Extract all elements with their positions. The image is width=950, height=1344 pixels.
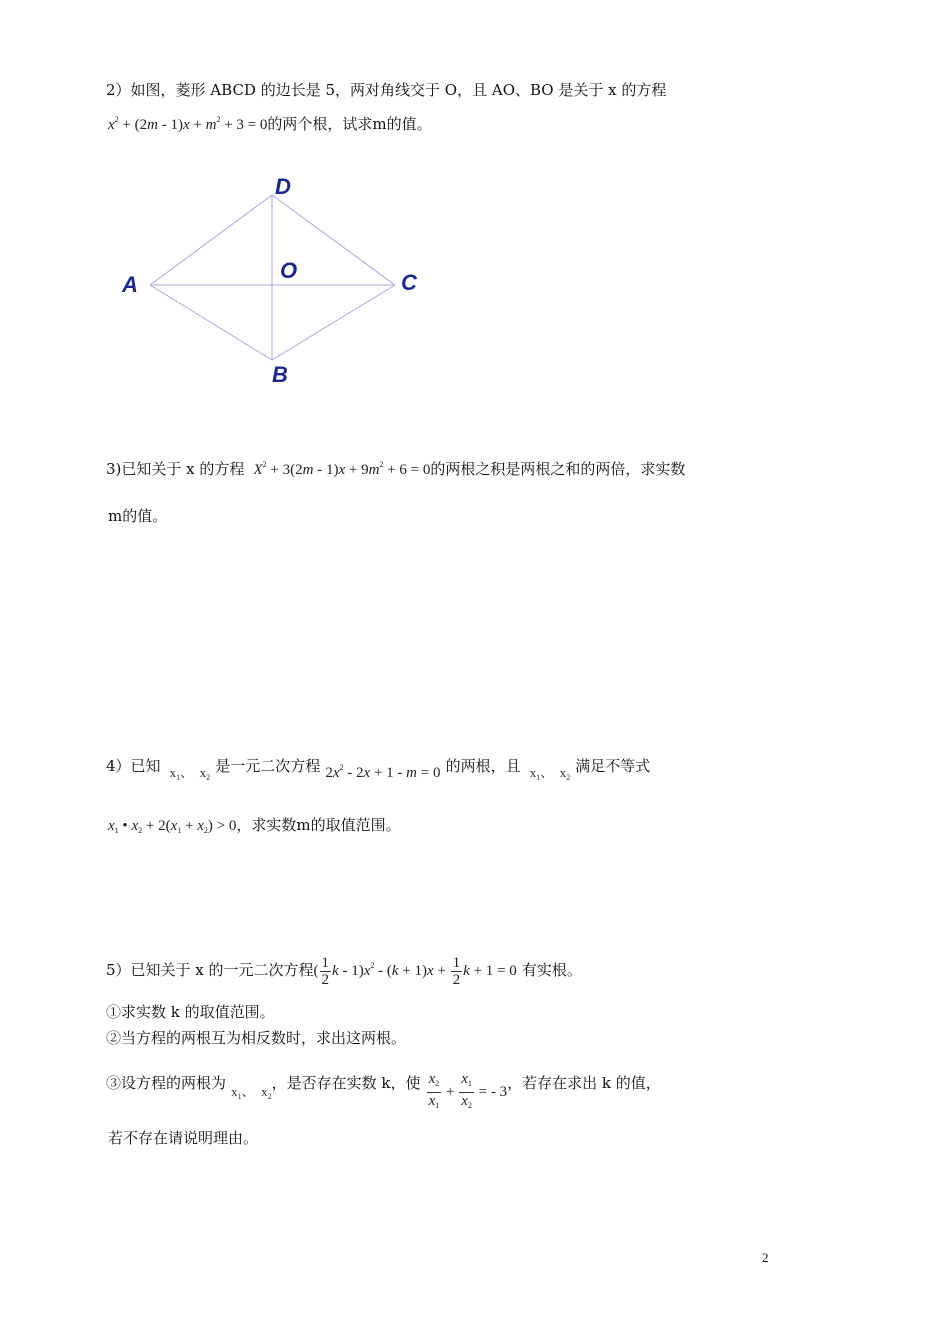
q4-roots-2: x1、 x2 [529, 765, 571, 782]
q5-item2: ②当方程的两根互为相反数时，求出这两根。 [106, 1029, 407, 1047]
edge-cb [272, 285, 395, 360]
q2-line1: 2）如图，菱形 ABCD 的边长是 5，两对角线交于 O，且 AO、BO 是关于 x 的方程 [106, 81, 667, 99]
q4-equation: $2x^2 - 2x + 1 - m = 0$ [325, 763, 441, 781]
q4-after-eq: 的两根，且 [445, 757, 521, 775]
vertex-label-c: C [401, 270, 417, 295]
q4-end: 满足不等式 [575, 757, 651, 775]
q3-prefix: 3)已知关于 x 的方程 [106, 460, 245, 478]
q5-condition: $\frac{x_2}{x_1}$ + $\frac{x_1}{x_2}$ = - 3 [428, 1071, 508, 1110]
q4-roots-1: x1、 x2 [169, 765, 211, 782]
q5-line1 [106, 955, 582, 988]
rhombus-diagram [0, 0, 950, 420]
q5-suffix: 有实根。 [521, 960, 582, 979]
vertex-label-d: D [275, 174, 291, 199]
q5-prefix: 5）已知关于 x 的一元二次方程 [106, 960, 314, 979]
center-label-o: O [280, 258, 298, 283]
q3-line2: m的值。 [108, 507, 168, 525]
q2-tail: 的两个根，试求m的值。 [267, 115, 432, 133]
page-number: 2 [762, 1250, 769, 1265]
q4-mid: 是一元二次方程 [215, 757, 321, 775]
q5-item3-prefix: ③设方程的两根为 [106, 1073, 227, 1092]
vertex-label-a: A [122, 272, 138, 297]
q4-line2 [108, 815, 401, 835]
q5-item1: ①求实数 k 的取值范围。 [106, 1003, 275, 1021]
q5-equation: ( $\frac{1}{2}$ $k - 1)x^2 - (k + 1)x$ + $\frac{1}{2}$ k + 1 = 0 [313, 955, 517, 988]
q3-equation: $X^2 + 3(2m - 1)x + 9m^2 + 6 = 0$ [253, 460, 431, 478]
q2-equation: $x^2 + (2m - 1)x + m^2 + 3 = 0$ [108, 115, 268, 133]
q5-item3 [106, 1063, 661, 1110]
q3-line1 [106, 459, 685, 479]
q3-suffix: 的两根之积是两根之和的两倍，求实数 [430, 460, 686, 478]
edge-ba [150, 285, 272, 360]
q5-roots: x1、 x2 [231, 1083, 272, 1101]
q4-inequality: $x_1$ • $x_2 + 2(x_1 + x_2) > 0$ [108, 818, 237, 835]
q5-item3-end: ，若存在求出 k 的值， [507, 1073, 661, 1092]
vertex-label-b: B [272, 362, 288, 387]
q4-line2-tail: ，求实数m的取值范围。 [236, 816, 401, 834]
q4-line1 [106, 756, 651, 782]
edge-ad [150, 195, 272, 285]
q5-item3-line2: 若不存在请说明理由。 [108, 1129, 259, 1147]
q4-prefix: 4）已知 [106, 757, 161, 775]
q5-item3-mid: ，是否存在实数 k，使 [271, 1073, 421, 1092]
